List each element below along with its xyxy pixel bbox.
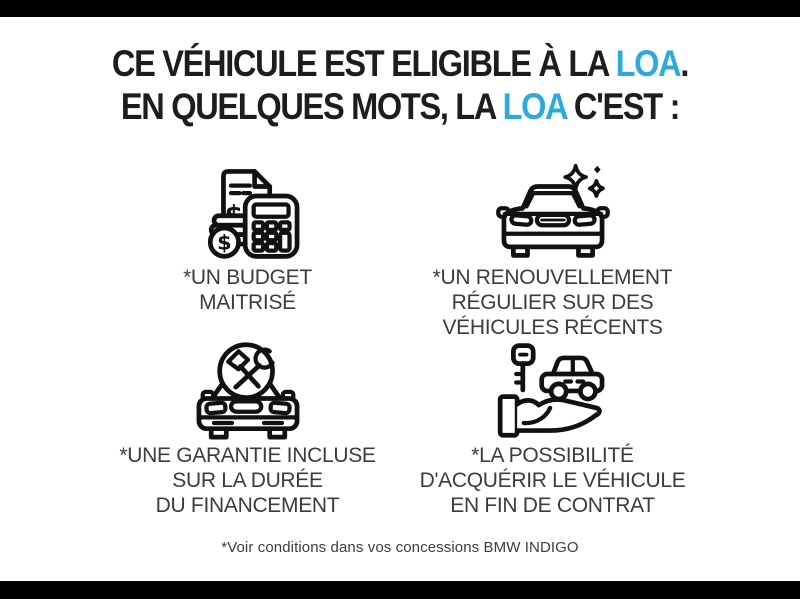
headline-2-post: C'EST : bbox=[566, 86, 680, 127]
caption-line: *LA POSSIBILITÉ bbox=[471, 444, 634, 467]
caption-line: RÉGULIER SUR DES bbox=[451, 291, 654, 314]
top-letterbox-bar bbox=[0, 0, 800, 17]
car-front-sparkles-icon bbox=[490, 162, 616, 262]
loa-highlight-1: LOA bbox=[615, 43, 681, 84]
receipt-calculator-coins-icon bbox=[185, 162, 311, 262]
legal-note: *Voir conditions dans vos concessions BMW INDIGO bbox=[221, 539, 579, 556]
hand-holding-key-car-icon bbox=[490, 340, 616, 440]
caption-line: MAITRISÉ bbox=[199, 291, 296, 314]
feature-purchase-caption bbox=[420, 443, 686, 518]
caption-line: VÉHICULES RÉCENTS bbox=[442, 316, 663, 339]
bottom-letterbox-bar bbox=[0, 581, 800, 599]
feature-budget-caption bbox=[183, 265, 312, 315]
headline-1-post: . bbox=[680, 43, 689, 84]
caption-line: *UN RENOUVELLEMENT bbox=[432, 266, 673, 289]
coin-dollar-glyph: $ bbox=[216, 230, 232, 255]
feature-purchase-option bbox=[400, 340, 705, 518]
car-front-service-tools-icon bbox=[185, 340, 311, 440]
caption-line: D'ACQUÉRIR LE VÉHICULE bbox=[419, 469, 686, 492]
feature-warranty-caption bbox=[119, 443, 375, 518]
loa-highlight-2: LOA bbox=[502, 86, 567, 127]
caption-line: *UN BUDGET bbox=[183, 266, 312, 289]
headline-line-1 bbox=[48, 42, 752, 85]
feature-grid bbox=[95, 162, 705, 518]
feature-renewal bbox=[400, 162, 705, 340]
loa-infographic bbox=[0, 17, 800, 581]
headline-2-pre: EN QUELQUES MOTS, LA bbox=[120, 86, 503, 127]
headline-line-2 bbox=[48, 85, 752, 128]
page-title bbox=[0, 42, 800, 128]
caption-line: *UNE GARANTIE INCLUSE bbox=[119, 444, 376, 467]
headline-1-pre: CE VÉHICULE EST ELIGIBLE À LA bbox=[111, 43, 616, 84]
caption-line: DU FINANCEMENT bbox=[155, 494, 340, 517]
feature-renewal-caption bbox=[433, 265, 673, 340]
caption-line: EN FIN DE CONTRAT bbox=[450, 494, 655, 517]
caption-line: SUR LA DURÉE bbox=[172, 469, 323, 492]
feature-warranty bbox=[95, 340, 400, 518]
feature-budget bbox=[95, 162, 400, 340]
